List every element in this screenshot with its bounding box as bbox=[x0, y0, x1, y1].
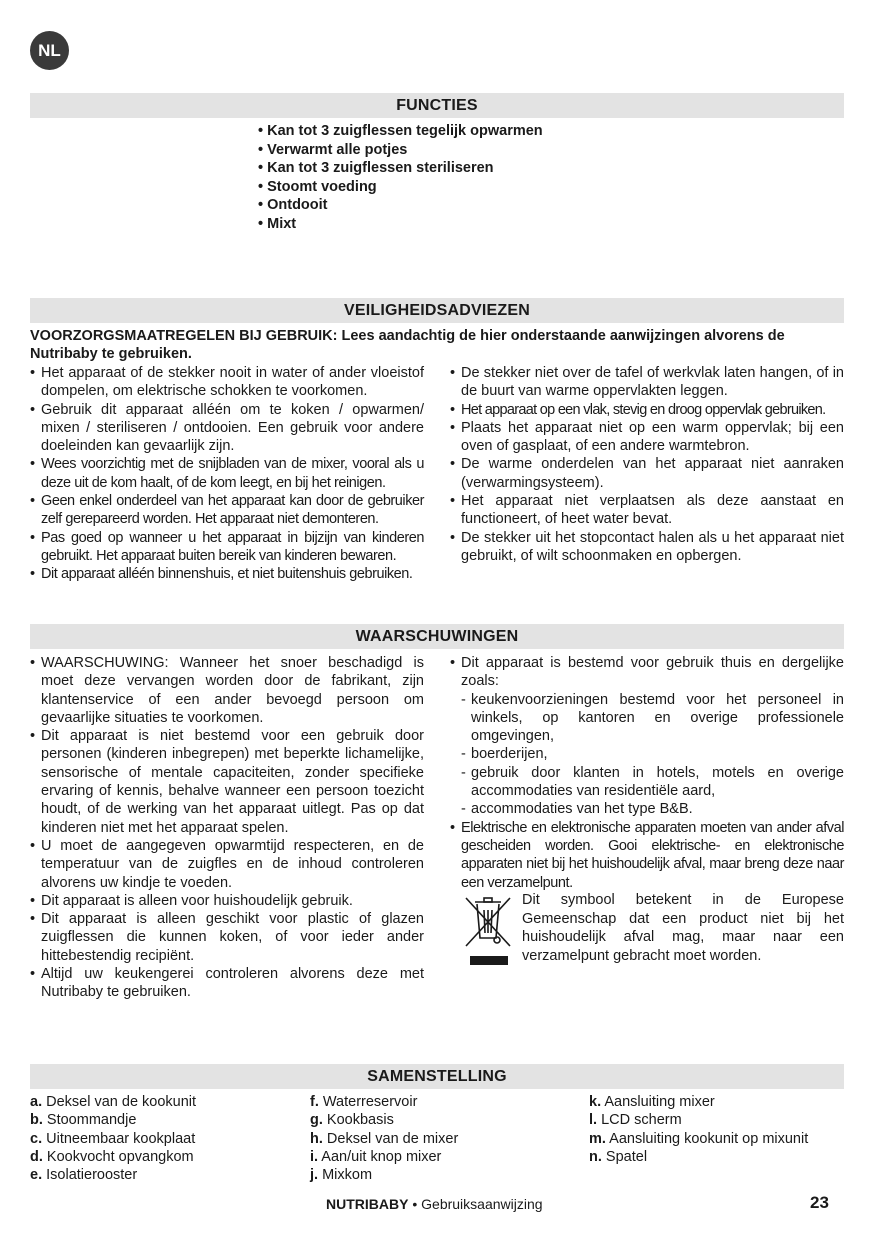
page-number: 23 bbox=[810, 1193, 829, 1212]
list-item: • De stekker niet over de tafel of werkvlak laten hangen, of in de buurt van warme oppervlakten leggen. bbox=[450, 364, 844, 401]
veiligheid-intro: VOORZORGSMAATREGELEN BIJ GEBRUIK: Lees aandachtig de hier onderstaande aanwijzingen alvorens de Nutribaby te gebruiken. bbox=[30, 328, 785, 362]
parts-list-col3 bbox=[589, 1093, 808, 1166]
waarschuwingen-right-list bbox=[450, 654, 844, 892]
functies-heading: FUNCTIES bbox=[30, 93, 844, 118]
list-item: • Elektrische en elektronische apparaten moeten van ander afval gescheiden worden. Gooi elektrische- en elektronische apparaten niet bij het huishoudelijk afval, maar breng deze naar een verzamelpunt. bbox=[450, 819, 844, 892]
list-item: • De stekker uit het stopcontact halen als u het apparaat niet gebruikt, of wilt schoonmaken en opbergen. bbox=[450, 529, 844, 566]
veiligheid-left-list bbox=[30, 364, 424, 584]
sub-item: - boerderijen, bbox=[450, 745, 844, 763]
list-item: • Dit apparaat alléén binnenshuis, et niet buitenshuis gebruiken. bbox=[30, 565, 424, 583]
list-item: l. LCD scherm bbox=[589, 1112, 682, 1129]
list-item: • Kan tot 3 zuigflessen steriliseren bbox=[258, 160, 494, 176]
samenstelling-heading: SAMENSTELLING bbox=[30, 1064, 844, 1089]
list-item: • Dit apparaat is alleen voor huishoudelijk gebruik. bbox=[30, 892, 424, 910]
list-item: • Pas goed op wanneer u het apparaat in bijzijn van kinderen gebruikt. Het apparaat buiten bereik van kinderen bewaren. bbox=[30, 529, 424, 566]
list-item: • Het apparaat of de stekker nooit in water of ander vloeistof dompelen, om elektrische schokken te voorkomen. bbox=[30, 364, 424, 401]
list-item: • Het apparaat niet verplaatsen als deze aanstaat en functioneert, of heet water bevat. bbox=[450, 492, 844, 529]
waarschuwingen-left-list bbox=[30, 654, 424, 1002]
veiligheid-heading: VEILIGHEIDSADVIEZEN bbox=[30, 298, 844, 323]
footer-separator: • bbox=[412, 1196, 418, 1212]
list-item: • Verwarmt alle potjes bbox=[258, 141, 408, 158]
sub-item: - keukenvoorzieningen bestemd voor het personeel in winkels, op kantoren en overige professionele omgevingen, bbox=[450, 691, 844, 746]
waarschuwingen-heading: WAARSCHUWINGEN bbox=[30, 624, 844, 649]
list-item: f. Waterreservoir bbox=[310, 1094, 418, 1110]
footer-label: Gebruiksaanwijzing bbox=[421, 1196, 543, 1212]
sub-item: - accommodaties van het type B&B. bbox=[450, 800, 844, 818]
list-item: b. Stoommandje bbox=[30, 1112, 137, 1129]
list-item: • Wees voorzichtig met de snijbladen van de mixer, vooral als u deze uit de kom haalt, of de kom leegt, en bij het reinigen. bbox=[30, 455, 424, 492]
list-item: h. Deksel van de mixer bbox=[310, 1130, 459, 1147]
list-item: i. Aan/uit knop mixer bbox=[310, 1148, 442, 1165]
list-item: d. Kookvocht opvangkom bbox=[30, 1148, 194, 1165]
parts-list-col1 bbox=[30, 1093, 196, 1184]
sub-item: - gebruik door klanten in hotels, motels en overige accommodaties van residentiële aard, bbox=[450, 764, 844, 801]
list-item: • Kan tot 3 zuigflessen tegelijk opwarmen bbox=[258, 123, 543, 139]
list-item: e. Isolatierooster bbox=[30, 1167, 138, 1184]
list-item: c. Uitneembaar kookplaat bbox=[30, 1130, 196, 1147]
list-item: • Plaats het apparaat niet op een warm oppervlak; bij een oven of gasplaat, of een andere warmtebron. bbox=[450, 419, 844, 456]
list-item: • Dit apparaat is niet bestemd voor een gebruik door personen (kinderen inbegrepen) met beperkte lichamelijke, sensorische of mentale capaciteiten, zonder specifieke ervaring of kennis, behalve wanneer een persoon toezicht houdt, of de werking van het apparaat uitlegt. Pas op dat kinderen niet met het apparaat spelen. bbox=[30, 727, 424, 837]
list-item: • Gebruik dit apparaat alléén om te koken / opwarmen/ mixen / steriliseren / ontdooien. Een gebruik voor andere doeleinden kan gevaarlijk zijn. bbox=[30, 401, 424, 456]
parts-list-col2 bbox=[310, 1093, 458, 1184]
list-item: m. Aansluiting kookunit op mixunit bbox=[589, 1130, 809, 1147]
footer-brand: NUTRIBABY bbox=[326, 1196, 409, 1212]
list-item: • U moet de aangegeven opwarmtijd respecteren, en de temperatuur van de zuigfles en de inhoud controleren alvorens uw kindje te voeden. bbox=[30, 837, 424, 892]
footer bbox=[326, 1196, 543, 1212]
list-item: • WAARSCHUWING: Wanneer het snoer beschadigd is moet deze vervangen worden door de fabrikant, zijn klantenservice of een ander bevoegd persoon om gevaarlijke situaties te voorkomen. bbox=[30, 654, 424, 727]
list-item: • De warme onderdelen van het apparaat niet aanraken (verwarmingsysteem). bbox=[450, 455, 844, 492]
list-item: • Dit apparaat is bestemd voor gebruik thuis en dergelijke zoals: bbox=[450, 654, 844, 691]
list-item: • Stoomt voeding bbox=[258, 178, 377, 195]
symbol-explanation: Dit symbool betekent in de Europese Gemeenschap dat een product niet bij het huishoudelijk afval mag, maar naar een verzamelpunt gebracht moet worden. bbox=[522, 892, 844, 964]
list-item: • Geen enkel onderdeel van het apparaat kan door de gebruiker zelf gerepareerd worden. Het apparaat niet demonteren. bbox=[30, 492, 424, 529]
list-item: a. Deksel van de kookunit bbox=[30, 1094, 197, 1110]
list-item: • Het apparaat op een vlak, stevig en droog oppervlak gebruiken. bbox=[450, 401, 844, 419]
veiligheid-right-list bbox=[450, 364, 844, 565]
list-item: • Mixt bbox=[258, 215, 297, 232]
list-item: j. Mixkom bbox=[310, 1167, 373, 1184]
list-item: • Altijd uw keukengerei controleren alvorens deze met Nutribaby te gebruiken. bbox=[30, 965, 424, 1002]
functies-list bbox=[258, 122, 543, 233]
list-item: • Ontdooit bbox=[258, 197, 328, 213]
list-item: n. Spatel bbox=[589, 1148, 648, 1165]
list-item: g. Kookbasis bbox=[310, 1112, 394, 1129]
list-item: k. Aansluiting mixer bbox=[589, 1094, 715, 1110]
language-badge: NL bbox=[30, 31, 69, 70]
list-item: • Dit apparaat is alleen geschikt voor plastic of glazen zuigflessen die kunnen koken, of voor ieder ander hittebestendig recipiënt. bbox=[30, 910, 424, 965]
